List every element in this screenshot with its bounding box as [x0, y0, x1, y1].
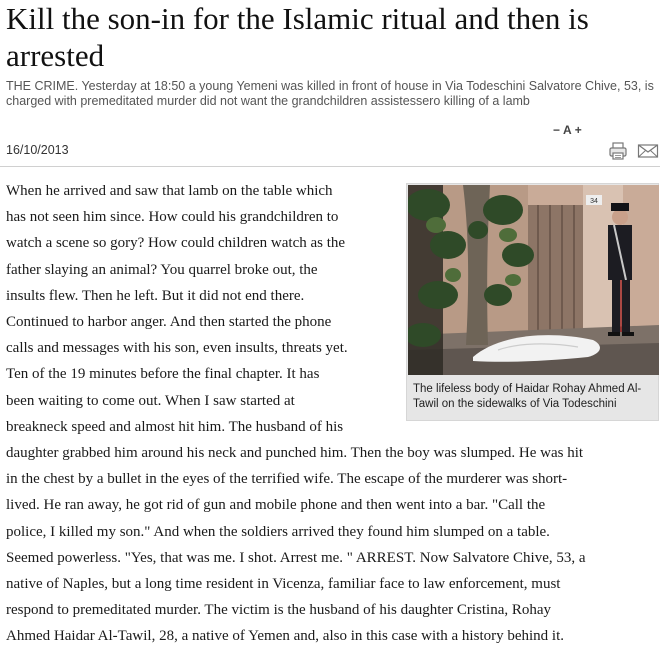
photo-caption: The lifeless body of Haidar Rohay Ahmed Al-Tawil on the sidewalks of Via Todeschini: [413, 383, 642, 410]
mail-icon[interactable]: [637, 141, 659, 161]
article-body-line: daughter grabbed him around his neck and punched him. Then the boy was slumped. He was hit: [6, 445, 584, 462]
font-decrease-button[interactable]: −: [553, 123, 561, 137]
font-size-controls: [553, 123, 582, 137]
article-body-line: respond to premeditated murder. The victim is the husband of his daughter Cristina, Rohay: [6, 602, 552, 619]
article-body-line: has not seen him since. How could his grandchildren to: [6, 209, 339, 226]
article-body-line: native of Naples, but a long time resident in Vicenza, familiar face to law enforcement, must: [6, 576, 561, 593]
article-headline: Kill the son-in for the Islamic ritual and then is arrested: [6, 1, 589, 73]
article-date: 16/10/2013: [6, 143, 69, 157]
article-body-line: When he arrived and saw that lamb on the table which: [6, 183, 333, 199]
article-body-line: insults flew. Then he left. But it did not end there.: [6, 287, 305, 304]
font-increase-button[interactable]: +: [574, 123, 582, 137]
article-body-line: watch a scene so gory? How could children watch as the: [6, 235, 346, 252]
article-body-line: Seemed powerless. "Yes, that was me. I shot. Arrest me. " ARREST. Now Salvatore Chive, 53, a: [6, 549, 586, 566]
article-body-line: breakneck speed and almost hit him. The husband of his: [6, 418, 344, 435]
article-body-line: father slaying an animal? You quarrel broke out, the: [6, 261, 318, 278]
article-summary: THE CRIME. Yesterday at 18:50 a young Yemeni was killed in front of house in Via Todeschini Salvatore Chive, 53, is charged with premeditated murder did not want the grandchildren assistessero killing of a lamb: [6, 79, 654, 108]
article-body: [6, 178, 638, 650]
article-body-line: calls and messages with his son, even insults, threats yet.: [6, 340, 348, 357]
article-body-line: been waiting to come out. When I saw started at: [6, 392, 295, 409]
article-body-line: Continued to harbor anger. And then started the phone: [6, 314, 332, 331]
article-body-line: in the chest by a bullet in the eyes of the terrified wife. The escape of the murderer was short-: [6, 471, 568, 488]
article-body-line: police, I killed my son." And when the soldiers arrived they found him slumped on a table.: [6, 523, 550, 540]
header-divider: [0, 166, 660, 167]
article-body-line: Ten of the 19 minutes before the final chapter. It has: [6, 366, 320, 383]
house-number: 34: [590, 198, 598, 205]
font-size-label: A: [563, 123, 572, 137]
print-icon[interactable]: [607, 141, 629, 161]
article-body-line: Ahmed Haidar Al-Tawil, 28, a native of Yemen and, also in this case with a history behind it.: [6, 628, 565, 645]
article-body-line: lived. He ran away, he got rid of gun and mobile phone and then went into a bar. "Call the: [6, 497, 546, 514]
